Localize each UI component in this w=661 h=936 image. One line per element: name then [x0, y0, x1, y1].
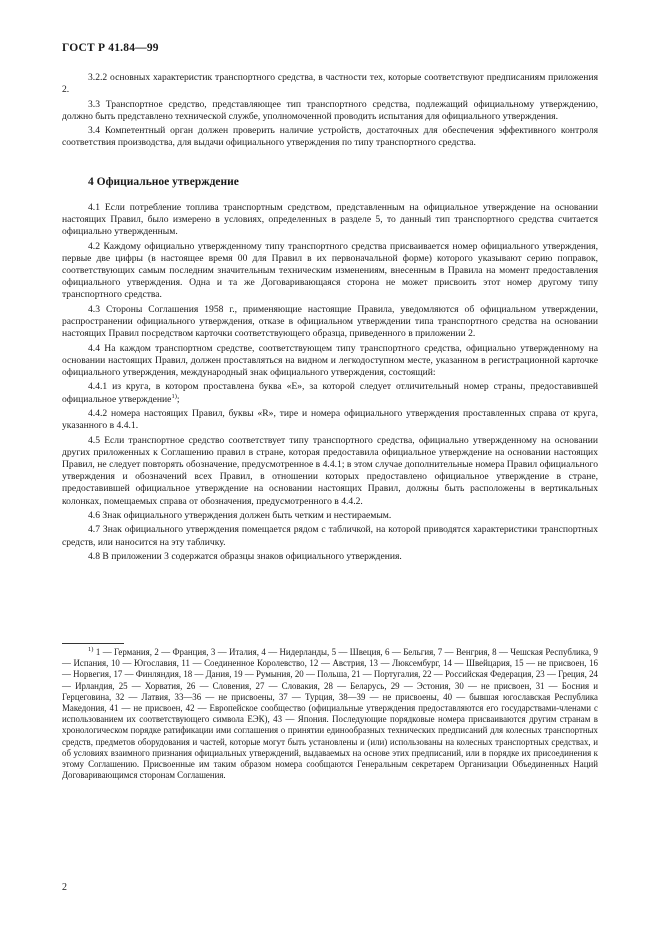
paragraph-4-5: 4.5 Если транспортное средство соответствует типу транспортного средства, официально утвержденному на основании других приложенных к Соглашению правил в стране, которая предоставила официальное утверждение на основании настоящих Правил, не следует повторять обозначение, предусмотренное в 4.4.1; в этом случае дополнительные номера Правил официального утверждения и обозначений всех Правил, в отношении которых предоставлено официальное утверждение в стране, предоставившей официальное утверждение на основании настоящих Правил, должны быть расположены в вертикальных колонках, помещаемых справа от обозначения, предусмотренного в 4.4.2. [62, 434, 598, 507]
paragraph-4-4: 4.4 На каждом транспортном средстве, соответствующем типу транспортного средства, официально утвержденному на основании настоящих Правил, должен проставляться на видном и легкодоступном месте, указанном в регистрационной карточке официального утверждения, международный знак официального утверждения, состоящий: [62, 342, 598, 378]
paragraph-3-3: 3.3 Транспортное средство, представляющее тип транспортного средства, подлежащий официальному утверждению, должно быть представлено технической службе, уполномоченной проводить испытания для официального утверждения. [62, 98, 598, 122]
paragraph-3-2-2: 3.2.2 основных характеристик транспортного средства, в частности тех, которые соответствуют предписаниям приложения 2. [62, 72, 598, 96]
footnote-text: 1 — Германия, 2 — Франция, 3 — Италия, 4 — Нидерланды, 5 — Швеция, 6 — Бельгия, 7 — Венгрия, 8 — Чешская Республика, 9 — Испания, 10 — Югославия, 11 — Соединенное Королевство, 12 — Австрия, 13 — Люксембург, 14 — Швейцария, 15 — не присвоен, 16 — Норвегия, 17 — Финляндия, 18 — Дания, 19 — Румыния, 20 — Польша, 21 — Португалия, 22 — Российская Федерация, 23 — Греция, 24 — Ирландия, 25 — Хорватия, 26 — Словения, 27 — Словакия, 28 — Беларусь, 29 — Эстония, 30 — не присвоен, 31 — Босния и Герцеговина, 32 — Латвия, 33—36 — не присвоены, 37 — Турция, 38—39 — не присвоены, 40 — бывшая югославская Республика Македония, 41 — не присвоен, 42 — Европейское сообщество (официальные утверждения предоставляются его государствами-членами с использованием их соответствующего символа ЕЭК), 43 — Япония. Последующие порядковые номера присваиваются другим странам в хронологическом порядке ратификации ими соглашения о принятии единообразных технических предписаний для колесных транспортных средств, предметов оборудования и частей, которые могут быть установлены и (или) использованы на колесных транспортных средствах, и об условиях взаимного признания официальных утверждений, выдаваемых на основе этих предписаний, или в порядке их присоединения к этому Соглашению. Присвоенные им таким образом номера сообщаются Генеральным секретарем Организации Объединенных Наций Договаривающимся сторонам Соглашения. [62, 647, 598, 781]
footnote-divider [62, 643, 124, 644]
paragraph-4-4-1 [62, 381, 598, 405]
paragraph-4-2: 4.2 Каждому официально утвержденному типу транспортного средства присваивается номер официального утверждения, первые две цифры (в настоящее время 00 для Правил в их первоначальной форме) которого указывают серию поправок, соответствующих самым последним значительным техническим изменениям, внесенным в Правила на момент предоставления официального утверждения. Одна и та же Договаривающаяся сторона не может присвоить этот номер другому типу транспортного средства. [62, 240, 598, 301]
paragraph-4-7: 4.7 Знак официального утверждения помещается рядом с табличкой, на которой приводятся характеристики транспортных средств, или наносится на эту табличку. [62, 524, 598, 548]
paragraph-4-3: 4.3 Стороны Соглашения 1958 г., применяющие настоящие Правила, уведомляются об официальном утверждении, распространении официального утверждения, отказе в официальном утверждении типа транспортного средства на основании настоящих Правил посредством карточки соответствующего образца, приведенного в приложении 2. [62, 303, 598, 340]
paragraph-4-6: 4.6 Знак официального утверждения должен быть четким и нестираемым. [88, 509, 392, 521]
standard-header: ГОСТ Р 41.84—99 [62, 42, 159, 54]
paragraph-4-4-1-text: 4.4.1 из круга, в котором проставлена буква «Е», за которой следует отличительный номер страны, предоставившей официальное утверждение [62, 381, 598, 405]
paragraph-4-4-2: 4.4.2 номера настоящих Правил, буквы «R», тире и номера официального утверждения проставленных справа от круга, указанного в 4.4.1. [62, 407, 598, 432]
paragraph-4-1: 4.1 Если потребление топлива транспортным средством, представленным на официальное утверждение на основании настоящих Правил, было измерено в условиях, определенных в разделе 5, то данный тип транспортного средства считается официально утвержденным. [62, 201, 598, 238]
section-title: 4 Официальное утверждение [88, 175, 239, 188]
footnote [62, 647, 598, 781]
footnote-mark: 1) [88, 646, 94, 654]
paragraph-3-4: 3.4 Компетентный орган должен проверить наличие устройств, достаточных для обеспечения эффективного контроля соответствия производства, для выдачи официального утверждения по типу транспортного средства. [62, 125, 598, 149]
page-number: 2 [62, 882, 67, 893]
paragraph-4-8: 4.8 В приложении 3 содержатся образцы знаков официального утверждения. [88, 550, 402, 562]
paragraph-4-4-1-tail: ; [176, 393, 180, 405]
footnote-paragraph [62, 647, 598, 781]
footnote-reference: 1) [171, 392, 177, 400]
document-body [62, 72, 598, 565]
